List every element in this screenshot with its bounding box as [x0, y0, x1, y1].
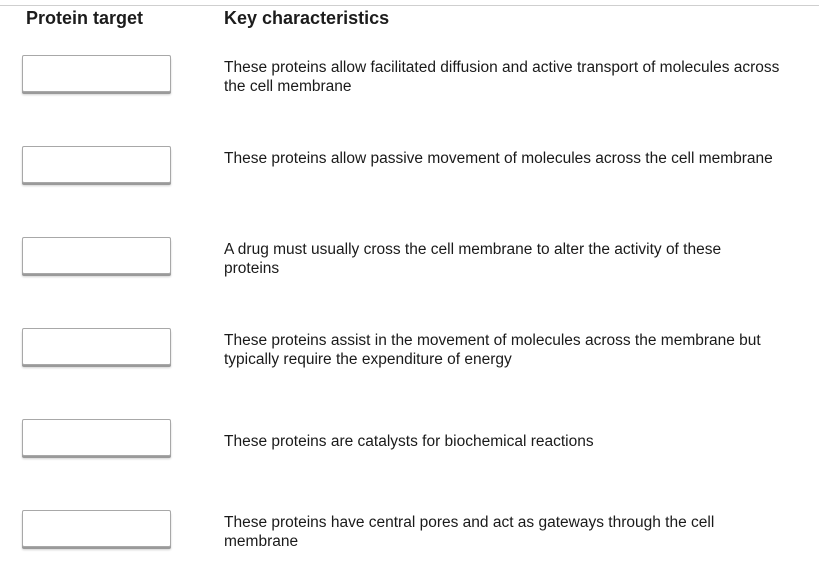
- protein-target-drop-box-1[interactable]: [22, 55, 171, 92]
- matching-row: [0, 146, 819, 190]
- matching-row: [0, 55, 819, 99]
- matching-row: [0, 237, 819, 281]
- characteristic-text-5: These proteins are catalysts for biochemical reactions: [224, 433, 594, 450]
- column-header-protein-target: Protein target: [26, 8, 144, 28]
- protein-target-drop-box-4[interactable]: [22, 328, 171, 365]
- characteristic-text-1: These proteins allow facilitated diffusion and active transport of molecules across the cell membrane: [224, 59, 780, 95]
- characteristic-text-3: A drug must usually cross the cell membrane to alter the activity of these proteins: [224, 241, 722, 277]
- characteristic-text-2: These proteins allow passive movement of molecules across the cell membrane: [224, 150, 773, 167]
- matching-row: [0, 328, 819, 372]
- matching-row: [0, 510, 819, 554]
- matching-row: [0, 419, 819, 463]
- protein-target-drop-box-3[interactable]: [22, 237, 171, 274]
- protein-target-drop-box-6[interactable]: [22, 510, 171, 547]
- characteristic-text-6: These proteins have central pores and act as gateways through the cell membrane: [224, 514, 715, 550]
- characteristic-text-4: These proteins assist in the movement of molecules across the membrane but typically require the expenditure of energy: [224, 332, 761, 368]
- top-divider: [0, 5, 819, 6]
- protein-target-drop-box-5[interactable]: [22, 419, 171, 456]
- column-header-key-characteristics: Key characteristics: [224, 8, 390, 28]
- protein-target-drop-box-2[interactable]: [22, 146, 171, 183]
